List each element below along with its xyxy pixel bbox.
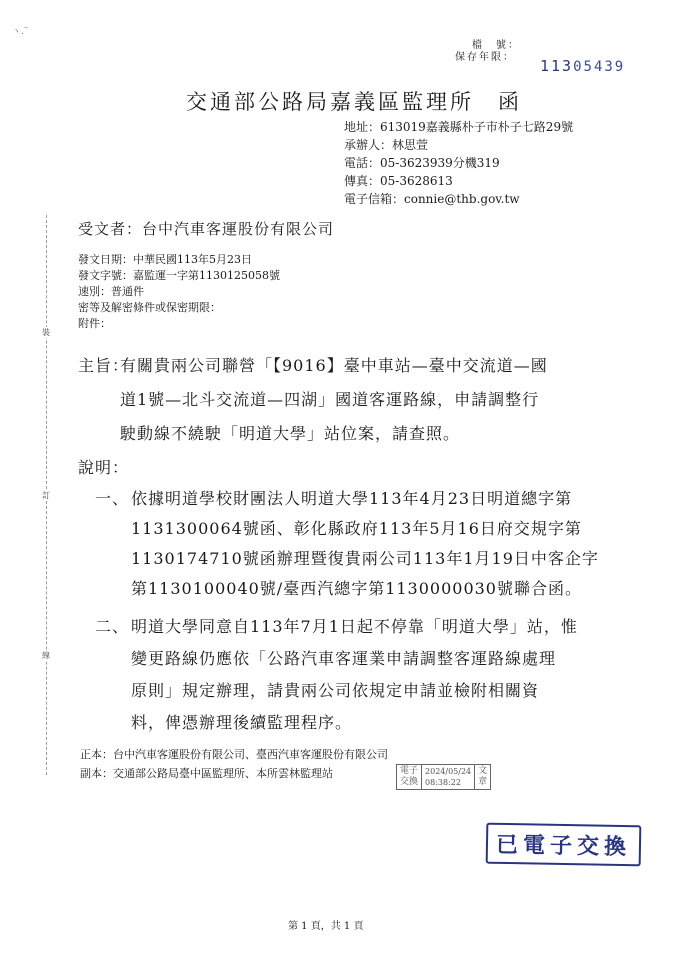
explanation-item-line: 原則」規定辦理，請貴兩公司依規定申請並檢附相關資 (131, 681, 540, 700)
archive-retention-label: 保存年限： (455, 52, 515, 63)
meta-secrecy: 密等及解密條件或保密期限： (78, 301, 221, 314)
archive-number-rest: 05439 (573, 59, 626, 75)
page-number: 第 1 頁，共 1 頁 (288, 921, 364, 932)
explanation-item-line: 明道大學同意自113年7月1日起不停靠「明道大學」站，惟 (131, 617, 578, 636)
exchange-stamp-left-text: 電子 交換 (397, 765, 422, 789)
contact-block (344, 118, 573, 208)
explanation-item-line: 1131300064號函、彰化縣政府113年5月16日府交規字第 (131, 519, 582, 538)
explanation-item-marker: 一、 (95, 489, 130, 508)
cc-copy: 副本：交通部公路局臺中區監理所、本所雲林監理站 (80, 767, 333, 780)
meta-speed: 速別：普通件 (78, 285, 144, 298)
archive-file-label: 檔 號： (472, 40, 520, 51)
meta-block (78, 252, 280, 332)
agency-title: 交通部公路局嘉義區監理所 函 (186, 90, 522, 114)
explanation-label: 說明： (78, 458, 130, 477)
explanation-item-line: 1130174710號函辦理暨復貴兩公司113年1月19日中客企字 (131, 549, 599, 568)
explanation-item-line: 依據明道學校財團法人明道大學113年4月23日明道總字第 (131, 489, 573, 508)
explanation-item-line: 料，俾憑辦理後續監理程序。 (131, 713, 353, 732)
contact-email: 電子信箱：connie@thb.gov.tw (344, 192, 520, 206)
contact-handler: 承辦人：林思萱 (344, 138, 429, 152)
corner-mark: ヽ.¨ (12, 27, 29, 37)
contact-fax: 傳真：05-3628613 (344, 174, 453, 188)
subject-line: 駛動線不繞駛「明道大學」站位案，請查照。 (120, 424, 461, 443)
meta-attachment: 附件： (78, 317, 111, 330)
subject-label: 主旨： (78, 356, 130, 375)
explanation-item-marker: 二、 (95, 617, 130, 636)
explanation-item-line: 變更路線仍應依「公路汽車客運業申請調整客運路線處理 (131, 649, 557, 668)
meta-doc-no: 發文字號：嘉監運一字第1130125058號 (78, 269, 280, 282)
exchange-stamp-right-text: 文 章 (474, 765, 490, 789)
cc-primary: 正本：台中汽車客運股份有限公司、臺西汽車客運股份有限公司 (80, 748, 388, 761)
binding-mark-top: 裝 (42, 328, 50, 337)
explanation-item-line: 第1130100040號/臺西汽總字第1130000030號聯合函。 (131, 579, 582, 598)
meta-date: 發文日期：中華民國113年5月23日 (78, 253, 252, 266)
exchange-stamp-date: 2024/05/24 08:38:22 (425, 767, 472, 787)
archive-number-bold: 113 (540, 57, 574, 75)
contact-phone: 電話：05-3623939分機319 (344, 156, 500, 170)
recipient: 受文者：台中汽車客運股份有限公司 (78, 220, 335, 238)
contact-address: 地址：613019嘉義縣朴子市朴子七路29號 (344, 120, 574, 134)
subject-line: 道1號—北斗交流道—四湖」國道客運路線，申請調整行 (120, 390, 540, 409)
subject-line: 有關貴兩公司聯營「【9016】臺中車站—臺中交流道—國 (120, 356, 548, 375)
exchanged-stamp: 已電子交換 (486, 823, 642, 867)
binding-mark-middle: 訂 (42, 491, 50, 500)
binding-mark-bottom: 線 (42, 651, 50, 660)
archive-number (540, 57, 625, 75)
exchange-stamp-small (396, 764, 491, 790)
